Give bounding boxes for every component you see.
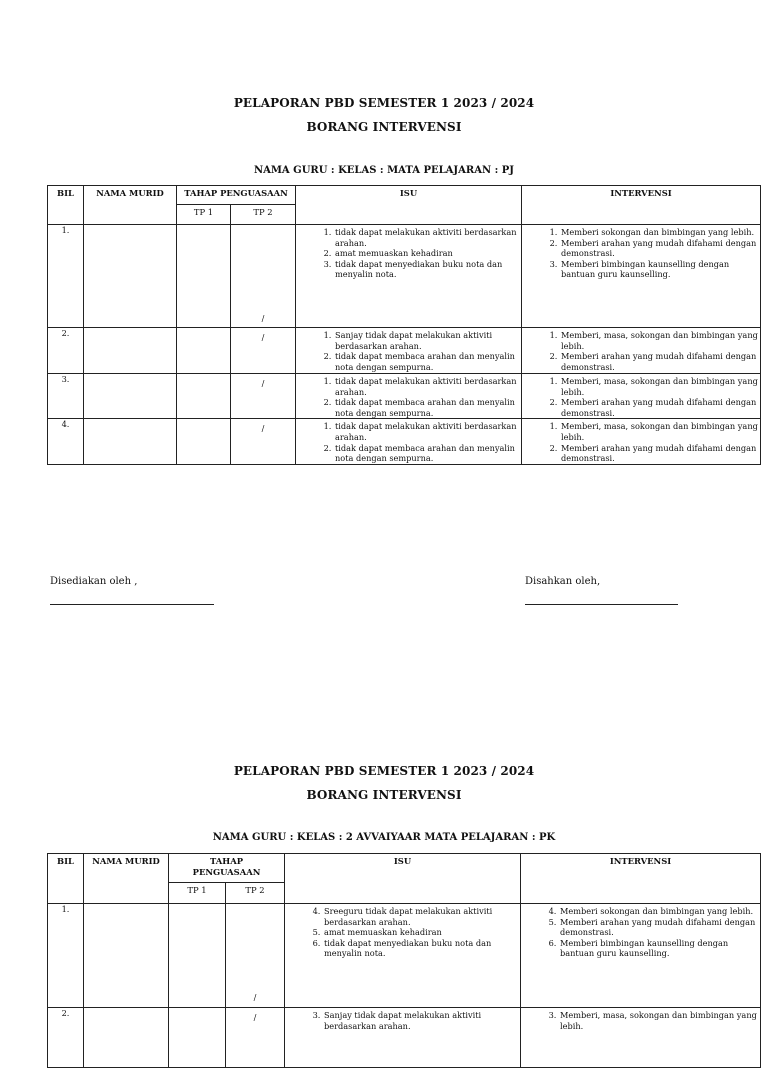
row-nama-murid[interactable]: [84, 225, 177, 328]
row-isu: [296, 328, 522, 374]
row-tp2[interactable]: [226, 1008, 285, 1068]
isu-item: 2. tidak dapat membaca arahan dan menyalin nota dengan sempurna.: [334, 351, 521, 372]
isu-item: 1. Sanjay tidak dapat melakukan aktiviti berdasarkan arahan.: [334, 330, 521, 351]
form1-table: [47, 185, 761, 465]
col-nama-murid: NAMA MURID: [84, 186, 177, 225]
col-intervensi: INTERVENSI: [521, 854, 761, 904]
intervensi-item: 3. Memberi, masa, sokongan dan bimbingan yang lebih.: [559, 1010, 760, 1031]
form2-table: [47, 853, 761, 1068]
isu-item: 3. Sanjay tidak dapat melakukan aktiviti berdasarkan arahan.: [323, 1010, 520, 1031]
tp2-mark: /: [261, 423, 265, 434]
intervensi-item: 1. Memberi sokongan dan bimbingan yang lebih.: [560, 227, 760, 238]
row-nama-murid[interactable]: [84, 328, 177, 374]
row-tp2[interactable]: [231, 225, 296, 328]
form2-header-info: NAMA GURU : KELAS : 2 AVVAIYAAR MATA PELAJARAN : PK: [212, 832, 556, 843]
table-row: [48, 328, 761, 374]
col-tahap-penguasaan: TAHAP PENGUASAAN: [177, 186, 296, 205]
row-tp1[interactable]: [169, 904, 226, 1008]
row-bil: 3.: [48, 374, 84, 419]
isu-item: 1. tidak dapat melakukan aktiviti berdasarkan arahan.: [334, 227, 521, 248]
col-intervensi: INTERVENSI: [522, 186, 761, 225]
intervensi-item: 2. Memberi arahan yang mudah difahami dengan demonstrasi.: [560, 443, 760, 464]
isu-item: 4. Sreeguru tidak dapat melakukan aktiviti berdasarkan arahan.: [323, 906, 520, 927]
intervensi-item: 1. Memberi, masa, sokongan dan bimbingan yang lebih.: [560, 376, 760, 397]
tp2-mark: /: [261, 313, 265, 323]
form2-title: PELAPORAN PBD SEMESTER 1 2023 / 2024: [233, 764, 535, 778]
row-tp1[interactable]: [177, 374, 231, 419]
intervensi-item: 2. Memberi arahan yang mudah difahami dengan demonstrasi.: [560, 238, 760, 259]
row-tp1[interactable]: [177, 328, 231, 374]
row-intervensi: [521, 1008, 761, 1068]
intervensi-item: 1. Memberi, masa, sokongan dan bimbingan yang lebih.: [560, 330, 760, 351]
row-bil: 2.: [48, 328, 84, 374]
col-bil: BIL: [48, 186, 84, 225]
tp2-mark: /: [261, 332, 265, 342]
form1-title: PELAPORAN PBD SEMESTER 1 2023 / 2024: [233, 96, 535, 110]
col-tahap-penguasaan: TAHAP PENGUASAAN: [169, 854, 285, 883]
intervensi-item: 6. Memberi bimbingan kaunselling dengan bantuan guru kaunselling.: [559, 938, 760, 959]
row-tp2[interactable]: [231, 419, 296, 465]
tp2-mark: /: [253, 992, 257, 1002]
row-tp1[interactable]: [177, 225, 231, 328]
row-bil: 1.: [48, 904, 84, 1008]
col-bil: BIL: [48, 854, 84, 904]
row-bil: 2.: [48, 1008, 84, 1068]
col-nama-murid: NAMA MURID: [84, 854, 169, 904]
intervensi-item: 2. Memberi arahan yang mudah difahami dengan demonstrasi.: [560, 397, 760, 418]
row-tp1[interactable]: [177, 419, 231, 465]
prepared-by-label: Disediakan oleh ,: [50, 576, 138, 587]
row-intervensi: [521, 904, 761, 1008]
row-intervensi: [522, 225, 761, 328]
isu-item: 6. tidak dapat menyediakan buku nota dan menyalin nota.: [323, 938, 520, 959]
approved-by-signature-line[interactable]: [525, 604, 678, 605]
row-intervensi: [522, 374, 761, 419]
isu-item: 2. tidak dapat membaca arahan dan menyalin nota dengan sempurna.: [334, 397, 521, 418]
form2-subtitle: BORANG INTERVENSI: [306, 788, 462, 802]
table-row: [48, 904, 761, 1008]
row-intervensi: [522, 419, 761, 465]
row-tp2[interactable]: [231, 374, 296, 419]
row-isu: [285, 1008, 521, 1068]
form1-header-info: NAMA GURU : KELAS : MATA PELAJARAN : PJ: [253, 165, 515, 176]
row-isu: [296, 225, 522, 328]
intervensi-item: 4. Memberi sokongan dan bimbingan yang lebih.: [559, 906, 760, 917]
form1-subtitle: BORANG INTERVENSI: [306, 120, 462, 134]
intervensi-item: 2. Memberi arahan yang mudah difahami dengan demonstrasi.: [560, 351, 760, 372]
table-row: [48, 225, 761, 328]
intervensi-item: 3. Memberi bimbingan kaunselling dengan bantuan guru kaunselling.: [560, 259, 760, 280]
row-intervensi: [522, 328, 761, 374]
col-isu: ISU: [285, 854, 521, 904]
approved-by-label: Disahkan oleh,: [525, 576, 601, 587]
col-isu: ISU: [296, 186, 522, 225]
row-bil: 4.: [48, 419, 84, 465]
row-nama-murid[interactable]: [84, 1008, 169, 1068]
row-nama-murid[interactable]: [84, 419, 177, 465]
row-nama-murid[interactable]: [84, 374, 177, 419]
tp2-mark: /: [261, 378, 265, 388]
isu-item: 5. amat memuaskan kehadiran: [323, 927, 520, 938]
table-row: [48, 374, 761, 419]
tp2-mark: /: [253, 1012, 257, 1022]
isu-item: 2. tidak dapat membaca arahan dan menyalin nota dengan sempurna.: [334, 443, 521, 464]
row-isu: [296, 419, 522, 465]
intervensi-item: 1. Memberi, masa, sokongan dan bimbingan yang lebih.: [560, 421, 760, 442]
table-row: [48, 419, 761, 465]
prepared-by-signature-line[interactable]: [50, 604, 214, 605]
row-isu: [296, 374, 522, 419]
col-tp2: TP 2: [231, 205, 296, 225]
col-tp1: TP 1: [169, 883, 226, 904]
col-tp1: TP 1: [177, 205, 231, 225]
row-tp2[interactable]: [226, 904, 285, 1008]
isu-item: 3. tidak dapat menyediakan buku nota dan menyalin nota.: [334, 259, 521, 280]
row-tp2[interactable]: [231, 328, 296, 374]
isu-item: 1. tidak dapat melakukan aktiviti berdasarkan arahan.: [334, 376, 521, 397]
table-row: [48, 1008, 761, 1068]
row-nama-murid[interactable]: [84, 904, 169, 1008]
row-bil: 1.: [48, 225, 84, 328]
row-tp1[interactable]: [169, 1008, 226, 1068]
row-isu: [285, 904, 521, 1008]
col-tp2: TP 2: [226, 883, 285, 904]
intervensi-item: 5. Memberi arahan yang mudah difahami dengan demonstrasi.: [559, 917, 760, 938]
isu-item: 2. amat memuaskan kehadiran: [334, 248, 521, 259]
isu-item: 1. tidak dapat melakukan aktiviti berdasarkan arahan.: [334, 421, 521, 442]
